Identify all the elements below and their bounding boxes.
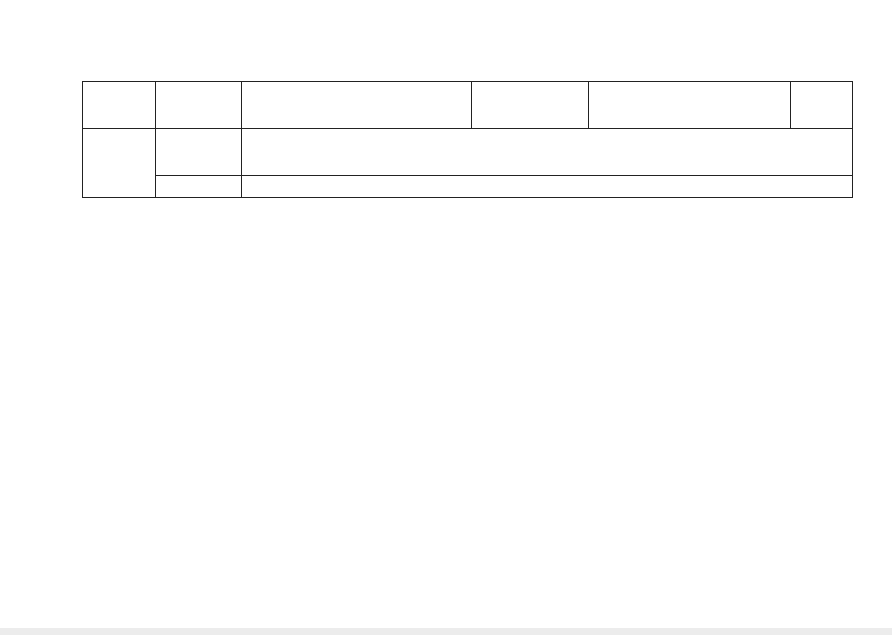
registration-time [156, 129, 242, 176]
header-row [83, 82, 853, 129]
col-header-venue [589, 82, 791, 129]
bottom-bar [0, 628, 892, 635]
registration-row [83, 129, 853, 176]
schedule-table [82, 81, 853, 198]
col-header-teams [472, 82, 589, 129]
col-header-note [791, 82, 853, 129]
day1-date-cell [83, 129, 156, 198]
briefing-time [156, 176, 242, 198]
col-header-time [156, 82, 242, 129]
col-header-date [83, 82, 156, 129]
registration-text [242, 129, 853, 176]
col-header-activity [242, 82, 472, 129]
briefing-text [242, 176, 853, 198]
briefing-row [83, 176, 853, 198]
